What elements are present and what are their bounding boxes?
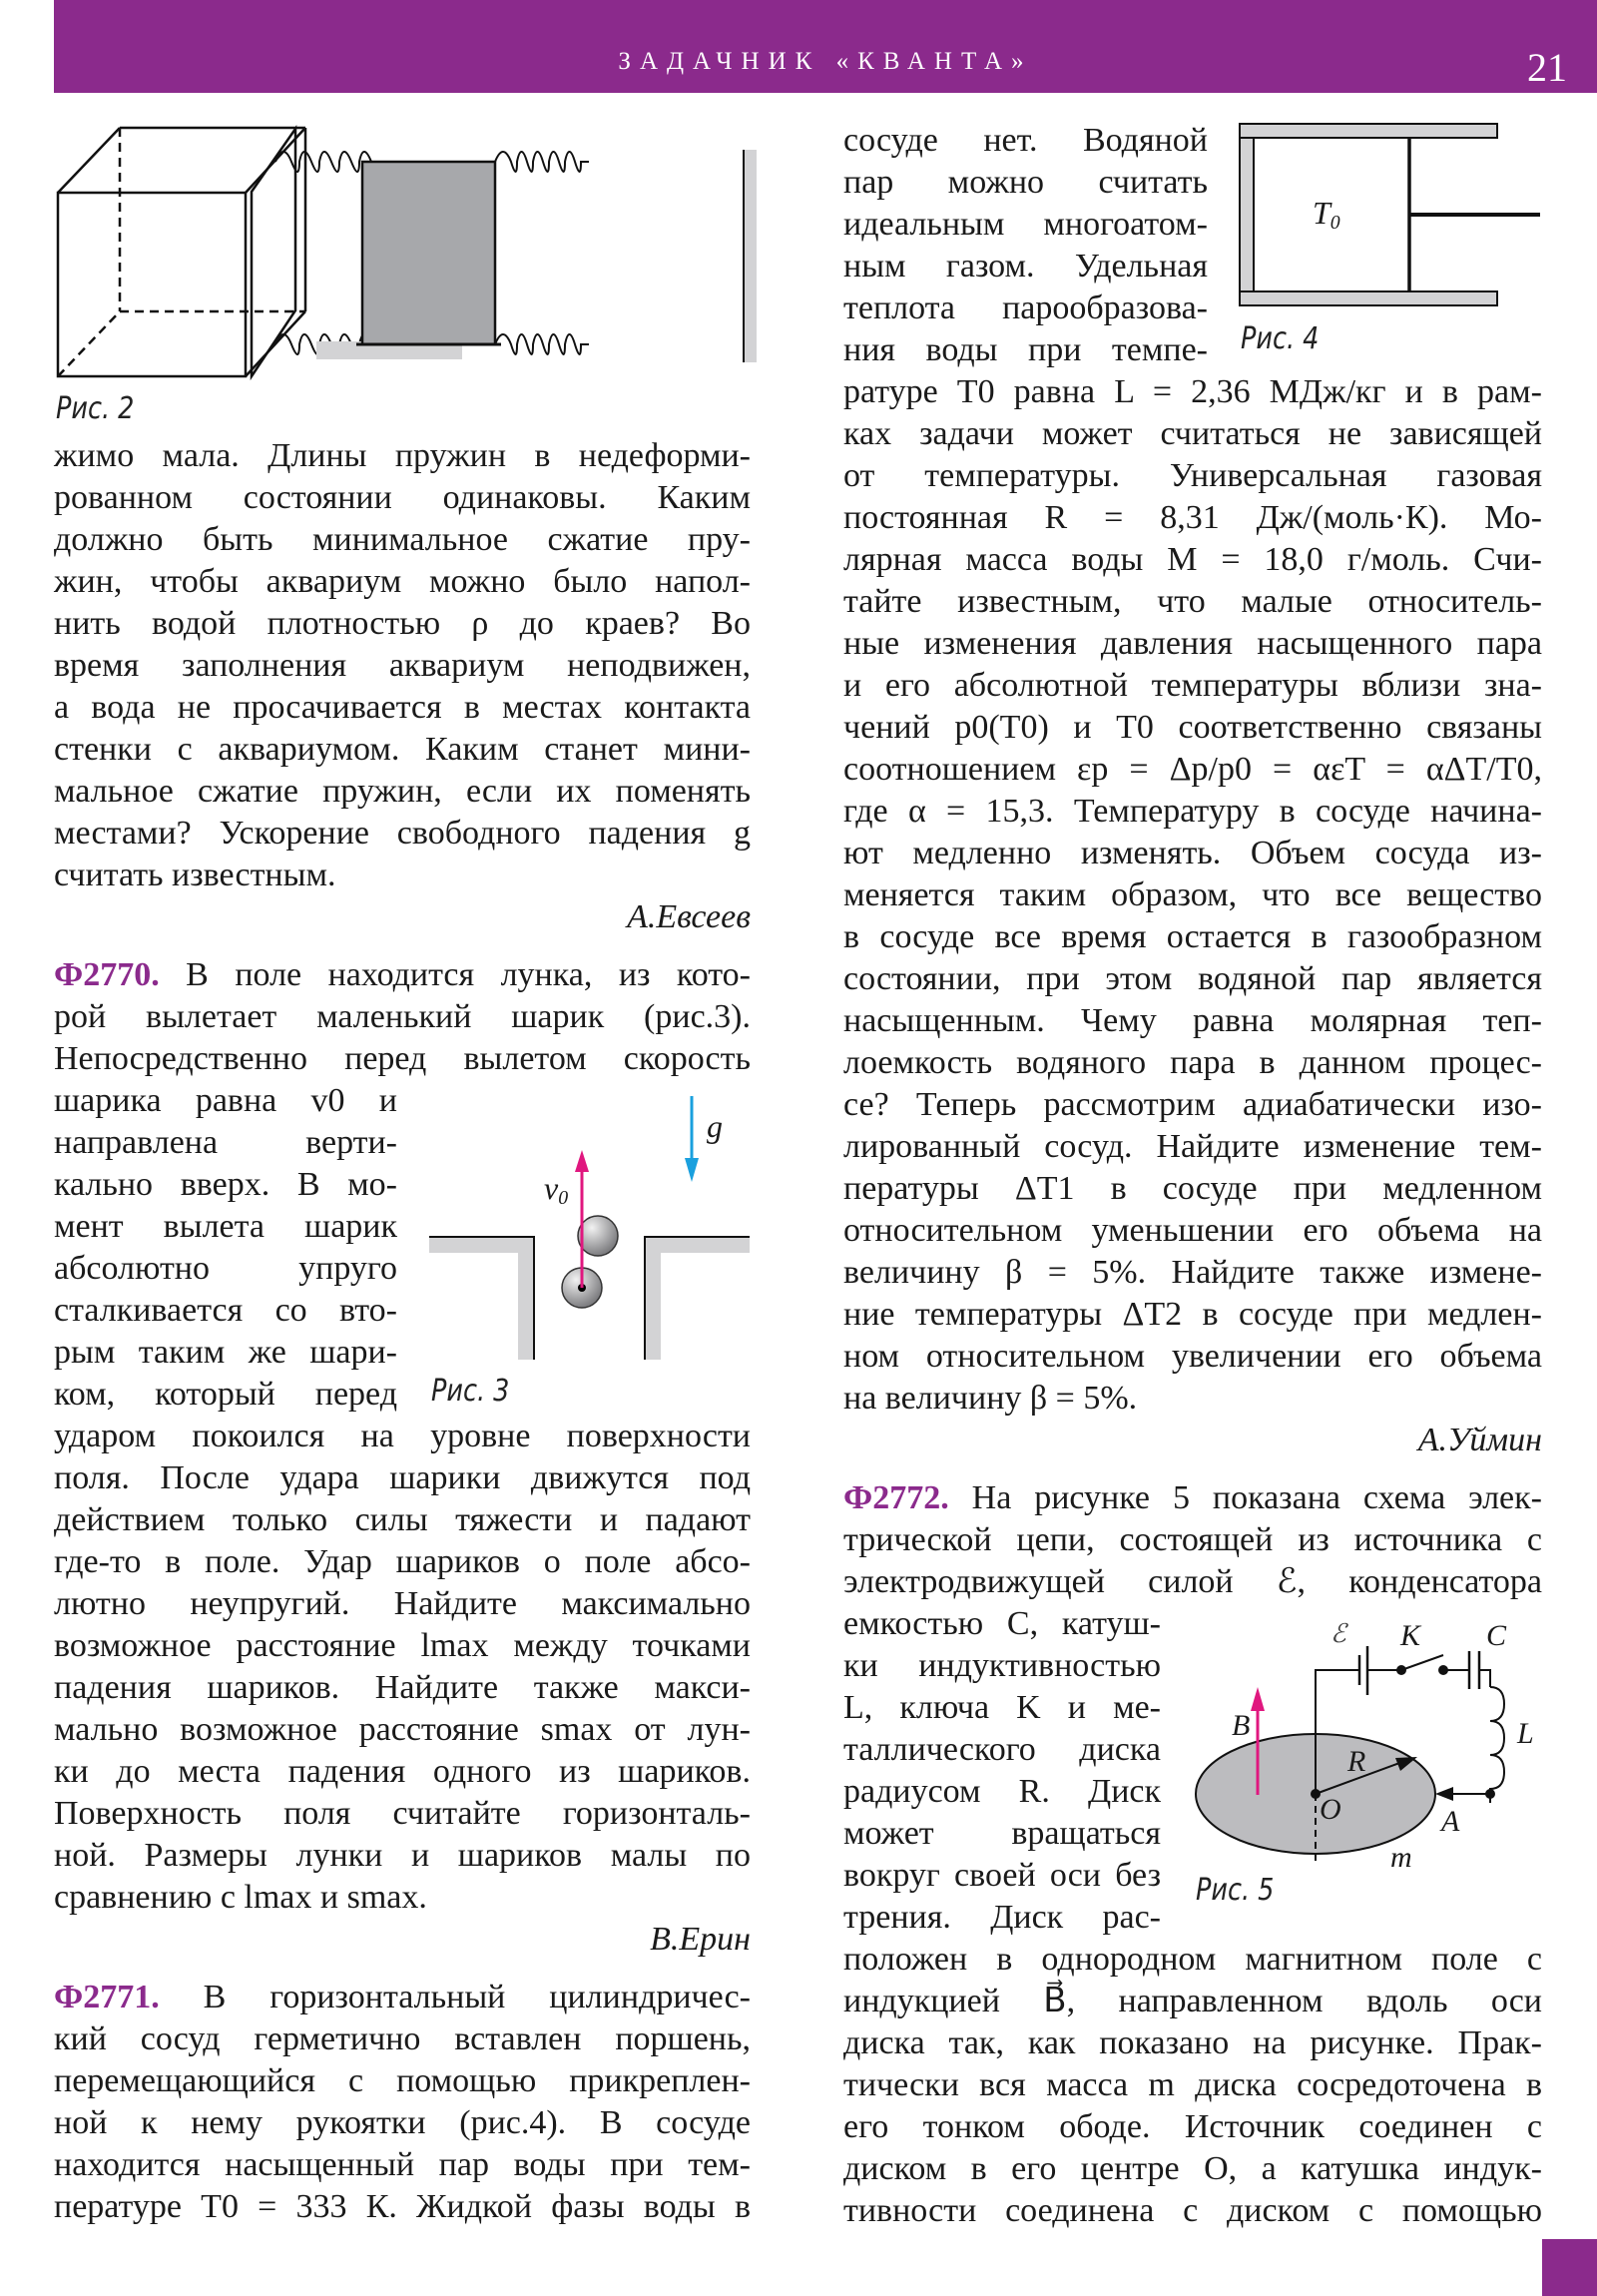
text-line: а вода не просачивается в местах контакта <box>54 689 751 726</box>
text-line: мент вылета шарик <box>54 1208 397 1245</box>
page-number: 21 <box>1527 45 1567 90</box>
problem-id: Ф2772. <box>843 1479 949 1516</box>
field-label: B <box>1232 1709 1251 1742</box>
text-line: состоянии, при этом водяной пар является <box>843 960 1542 997</box>
author: В.Ерин <box>650 1921 751 1958</box>
text-line: ной. Размеры лунки и шариков малы по <box>54 1837 751 1874</box>
key-label: K <box>1400 1619 1421 1652</box>
text-line: шарика равна v0 и <box>54 1082 397 1119</box>
text-line: электродвижущей силой ℰ, конденсатора <box>843 1563 1542 1600</box>
text-line: может вращаться <box>843 1815 1161 1852</box>
text-line: тически вся масса m диска сосредоточена в <box>843 2066 1542 2103</box>
text-line: диска так, как показано на рисунке. Прак- <box>843 2024 1542 2061</box>
text-line: сравнению с lmax и smax. <box>54 1879 427 1916</box>
text-line: ют медленно изменять. Объем сосуда из- <box>843 835 1542 871</box>
text-line: где-то в поле. Удар шариков о поле абсо- <box>54 1543 751 1580</box>
text-line: на величину β = 5%. <box>843 1380 1138 1417</box>
text-line: постоянная R = 8,31 Дж/(моль·К). Мо- <box>843 499 1542 536</box>
text-line: се? Теперь рассмотрим адиабатически изо- <box>843 1086 1542 1123</box>
text-line: Поверхность поля считайте горизонталь- <box>54 1795 751 1832</box>
text-line: жимо мала. Длины пружин в недеформи- <box>54 437 751 474</box>
text-line: тайте известным, что малые относитель- <box>843 583 1542 620</box>
contact-label: A <box>1441 1805 1460 1838</box>
text-line: от температуры. Универсальная газовая <box>843 457 1542 494</box>
text-line: мально возможное расстояние smax от лун- <box>54 1711 751 1748</box>
text-line: ной к нему рукоятки (рис.4). В сосуде <box>54 2104 751 2141</box>
text-line: лярная масса воды M = 18,0 г/моль. Счи- <box>843 541 1542 578</box>
text-line: чений p0(T0) и T0 соответственно связаны <box>843 709 1542 746</box>
figure-4-caption: Рис. 4 <box>1241 321 1320 356</box>
text-line: соотношением εp = Δp/p0 = αεT = αΔT/T0, <box>843 751 1542 788</box>
text-line: сталкивается со вто- <box>54 1292 397 1329</box>
mass-label: m <box>1390 1841 1412 1874</box>
gravity-label: g <box>707 1108 723 1144</box>
text-line: таллического диска <box>843 1731 1161 1768</box>
text-line: его тонком ободе. Источник соединен с <box>843 2108 1542 2145</box>
text-line: вокруг своей оси без <box>843 1857 1161 1894</box>
text-line: ках задачи может считаться не зависящей <box>843 415 1542 452</box>
text-line: в сосуде все время остается в газообразном <box>843 918 1542 955</box>
text-line: ком, который перед <box>54 1376 397 1413</box>
inductor-label: L <box>1517 1717 1534 1750</box>
text-line: лютно неупругий. Найдите максимально <box>54 1585 751 1622</box>
problem-first-line: Ф2771. В горизонтальный цилиндричес- <box>54 1979 751 2015</box>
text-line: лоемкость водяного пара в данном процес- <box>843 1044 1542 1081</box>
text-line: ние температуры ΔT2 в сосуде при медлен- <box>843 1296 1542 1333</box>
text-line: кий сосуд герметично вставлен поршень, <box>54 2020 751 2057</box>
text-line: ратуре T0 равна L = 2,36 МДж/кг и в рам- <box>843 373 1542 410</box>
text-line: трической цепи, состоящей из источника с <box>843 1521 1542 1558</box>
center-label: O <box>1320 1793 1341 1826</box>
figure-2-aquarium <box>0 0 798 439</box>
text-line: ки до места падения одного из шариков. <box>54 1753 751 1790</box>
text-line: находится насыщенный пар воды при тем- <box>54 2146 751 2183</box>
text-line: емкостью C, катуш- <box>843 1605 1161 1642</box>
text-line: меняется таким образом, что все вещество <box>843 876 1542 913</box>
figure-2-caption: Рис. 2 <box>56 391 135 426</box>
problem-first-line: Ф2772. На рисунке 5 показана схема элек- <box>843 1479 1542 1516</box>
text-line: лированный сосуд. Найдите изменение тем- <box>843 1128 1542 1165</box>
text-line: рым таким же шари- <box>54 1334 397 1371</box>
text-line: стенки с аквариумом. Каким станет мини- <box>54 731 751 768</box>
text-line: абсолютно упруго <box>54 1250 397 1287</box>
problem-id: Ф2770. <box>54 956 160 993</box>
text-line: нить водой плотностью ρ до краев? Во <box>54 605 751 642</box>
text-line: считать известным. <box>54 857 336 893</box>
text-line: ном относительном увеличении его объема <box>843 1338 1542 1375</box>
figure-5-caption: Рис. 5 <box>1196 1873 1275 1908</box>
text-line: индукцией B⃗, направленном вдоль оси <box>843 1983 1542 2019</box>
page-corner-tab <box>1542 2239 1597 2296</box>
text-line: и его абсолютной температуры вблизи зна- <box>843 667 1542 704</box>
text-line: возможное расстояние lmax между точками <box>54 1627 751 1664</box>
text-line: ния воды при темпе- <box>843 331 1208 368</box>
text-line: где α = 15,3. Температуру в сосуде начина- <box>843 793 1542 830</box>
text-line: величину β = 5%. Найдите также измене- <box>843 1254 1542 1291</box>
problem-id: Ф2771. <box>54 1979 160 2015</box>
text-line: тивности соединена с диском с помощью <box>843 2192 1542 2229</box>
text-line: сосуде нет. Водяной <box>843 122 1208 159</box>
text-line: трения. Диск рас- <box>843 1899 1161 1936</box>
text-line: Непосредственно перед вылетом скорость <box>54 1040 751 1077</box>
radius-label: R <box>1347 1745 1366 1778</box>
text-line: положен в однородном магнитном поле с <box>843 1941 1542 1978</box>
temperature-label: $T_0$ <box>1313 195 1340 234</box>
figure-5-circuit-disk <box>1188 1617 1567 1917</box>
text-line: пературы ΔT1 в сосуде при медленном <box>843 1170 1542 1207</box>
text-line: местами? Ускорение свободного падения g <box>54 815 751 852</box>
text-line: пературе T0 = 333 К. Жидкой фазы воды в <box>54 2188 751 2225</box>
text-line: время заполнения аквариум неподвижен, <box>54 647 751 684</box>
text-line: ным газом. Удельная <box>843 248 1208 285</box>
text-line: направлена верти- <box>54 1124 397 1161</box>
author: А.Уймин <box>1417 1422 1542 1458</box>
text-line: рованном состоянии одинаковы. Каким <box>54 479 751 516</box>
text-line: падения шариков. Найдите также макси- <box>54 1669 751 1706</box>
author: А.Евсеев <box>627 898 751 935</box>
velocity-label: $v_0$ <box>544 1170 569 1209</box>
text-line: ные изменения давления насыщенного пара <box>843 625 1542 662</box>
figure-3-caption: Рис. 3 <box>431 1374 510 1409</box>
problem-first-line: Ф2770. В поле находится лунка, из кото- <box>54 956 751 993</box>
text-line: рой вылетает маленький шарик (рис.3). <box>54 998 751 1035</box>
text-line: мальное сжатие пружин, если их поменять <box>54 773 751 810</box>
text-line: пар можно считать <box>843 164 1208 201</box>
section-title: ЗАДАЧНИК «КВАНТА» <box>618 48 1033 75</box>
text-line: идеальным многоатом- <box>843 206 1208 243</box>
text-line: радиусом R. Диск <box>843 1773 1161 1810</box>
text-line: поля. После удара шарики движутся под <box>54 1459 751 1496</box>
text-line: ударом покоился на уровне поверхности <box>54 1418 751 1454</box>
text-line: должно быть минимальное сжатие пру- <box>54 521 751 558</box>
text-line: кально вверх. В мо- <box>54 1166 397 1203</box>
text-line: теплота парообразова- <box>843 289 1208 326</box>
text-line: относительном уменьшении его объема на <box>843 1212 1542 1249</box>
text-line: перемещающийся с помощью прикреплен- <box>54 2062 751 2099</box>
text-line: L, ключа K и ме- <box>843 1689 1161 1726</box>
text-line: диском в его центре O, а катушка индук- <box>843 2150 1542 2187</box>
figure-4-piston-cylinder <box>1228 110 1567 309</box>
text-line: ки индуктивностью <box>843 1647 1161 1684</box>
text-line: жин, чтобы аквариум можно было напол- <box>54 563 751 600</box>
capacitor-label: C <box>1486 1619 1507 1652</box>
emf-label: ℰ <box>1331 1619 1346 1648</box>
text-line: насыщенным. Чему равна молярная теп- <box>843 1002 1542 1039</box>
text-line: действием только силы тяжести и падают <box>54 1501 751 1538</box>
